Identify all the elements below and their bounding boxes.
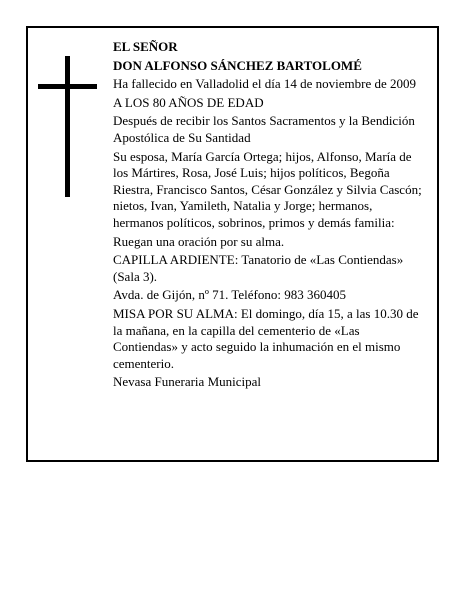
prayer-request: Ruegan una oración por su alma.	[113, 233, 285, 249]
death-notice: Ha fallecido en Valladolid el día 14 de noviembre de 2009	[113, 76, 416, 92]
funeral-home: Nevasa Funeraria Municipal	[113, 374, 262, 390]
age-line: A LOS 80 AÑOS DE EDAD	[113, 94, 264, 110]
cross-icon-bar	[38, 84, 97, 89]
family-list: Su esposa, María García Ortega; hijos, Alfonso, María de los Mártires, Rosa, José Luis; hijos políticos, Begoña Riestra, Francisco Santos, César González y Silvia Cascón; nietos, Ivan, Yamileth, Natalia y Jorge; hermanos, hermanos políticos, sobrinos, primos y demás familia:	[113, 148, 422, 230]
sacraments-line: Después de recibir los Santos Sacramentos y la Bendición Apostólica de Su Santidad	[113, 113, 415, 145]
address-phone: Avda. de Gijón, nº 71. Teléfono: 983 360405	[113, 287, 346, 303]
chapel-info: CAPILLA ARDIENTE: Tanatorio de «Las Contiendas» (Sala 3).	[113, 252, 404, 284]
cross-icon	[65, 56, 70, 197]
obituary-title: EL SEÑOR	[113, 39, 178, 54]
deceased-name: DON ALFONSO SÁNCHEZ BARTOLOMÉ	[113, 57, 362, 73]
mass-info: MISA POR SU ALMA: El domingo, día 15, a las 10.30 de la mañana, en la capilla del cementerio de «Las Contiendas» y acto seguido la inhumación en el mismo cementerio.	[113, 305, 419, 371]
obituary-text	[113, 39, 423, 393]
